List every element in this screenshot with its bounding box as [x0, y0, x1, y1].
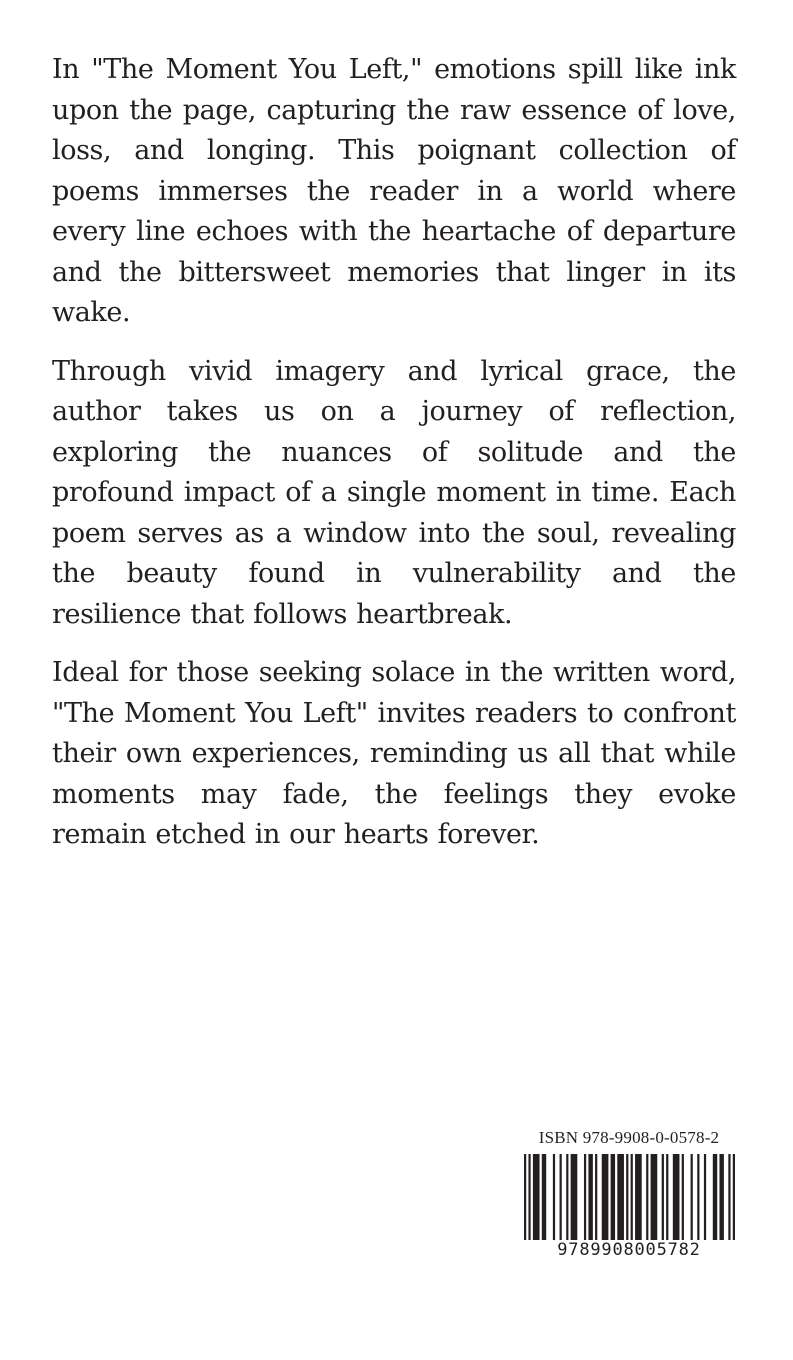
barcode-bar: [626, 1154, 628, 1240]
barcode-digits: 9789908005782: [557, 1240, 701, 1260]
barcode-bar: [691, 1154, 693, 1240]
book-description: [52, 50, 736, 874]
barcode-bar: [553, 1154, 555, 1240]
barcode-bar: [713, 1154, 717, 1240]
barcode-bar: [728, 1154, 730, 1240]
barcode-bar: [719, 1154, 723, 1240]
barcode-bar: [704, 1154, 706, 1240]
barcode-bar: [542, 1154, 546, 1240]
barcode-bar: [571, 1154, 578, 1240]
barcode-bar: [635, 1154, 642, 1240]
barcode-bar: [651, 1154, 658, 1240]
isbn-barcode-block: [521, 1128, 737, 1260]
barcode-bar: [673, 1154, 680, 1240]
barcode-bar: [533, 1154, 540, 1240]
barcode-bar: [602, 1154, 609, 1240]
barcode-bar: [584, 1154, 586, 1240]
barcode-bar: [646, 1154, 648, 1240]
barcode-bar: [595, 1154, 597, 1240]
barcode-bar: [588, 1154, 592, 1240]
description-paragraph-2: Through vivid imagery and lyrical grace, the author takes us on a journey of reflection, exploring the nuances of solitude and the profound impact of a single moment in time. Each poem serves as a window into the soul, revealing the beauty found in vulnerability and the resilience that follows heartbreak.: [52, 355, 736, 630]
barcode-bar: [524, 1154, 526, 1240]
barcode-bars: [524, 1154, 735, 1240]
barcode-bar: [666, 1154, 668, 1240]
barcode-bar: [697, 1154, 699, 1240]
barcode-bar: [566, 1154, 568, 1240]
barcode-bar: [617, 1154, 624, 1240]
barcode-bar: [662, 1154, 664, 1240]
barcode-bar: [733, 1154, 735, 1240]
barcode-bar: [631, 1154, 633, 1240]
isbn-label: ISBN 978-9908-0-0578-2: [538, 1128, 720, 1147]
barcode-bar: [611, 1154, 615, 1240]
description-paragraph-1: In "The Moment You Left," emotions spill like ink upon the page, capturing the raw essence of love, loss, and longing. This poignant collection of poems immerses the reader in a world where every line echoes with the heartache of departure and the bittersweet memories that linger in its wake.: [52, 54, 736, 328]
barcode-bar: [560, 1154, 562, 1240]
barcode-bar: [528, 1154, 530, 1240]
barcode-bar: [682, 1154, 684, 1240]
description-paragraph-3: Ideal for those seeking solace in the written word, "The Moment You Left" invites readers to confront their own experiences, reminding us all that while moments may fade, the feelings they evoke remain etched in our hearts forever.: [52, 657, 736, 850]
